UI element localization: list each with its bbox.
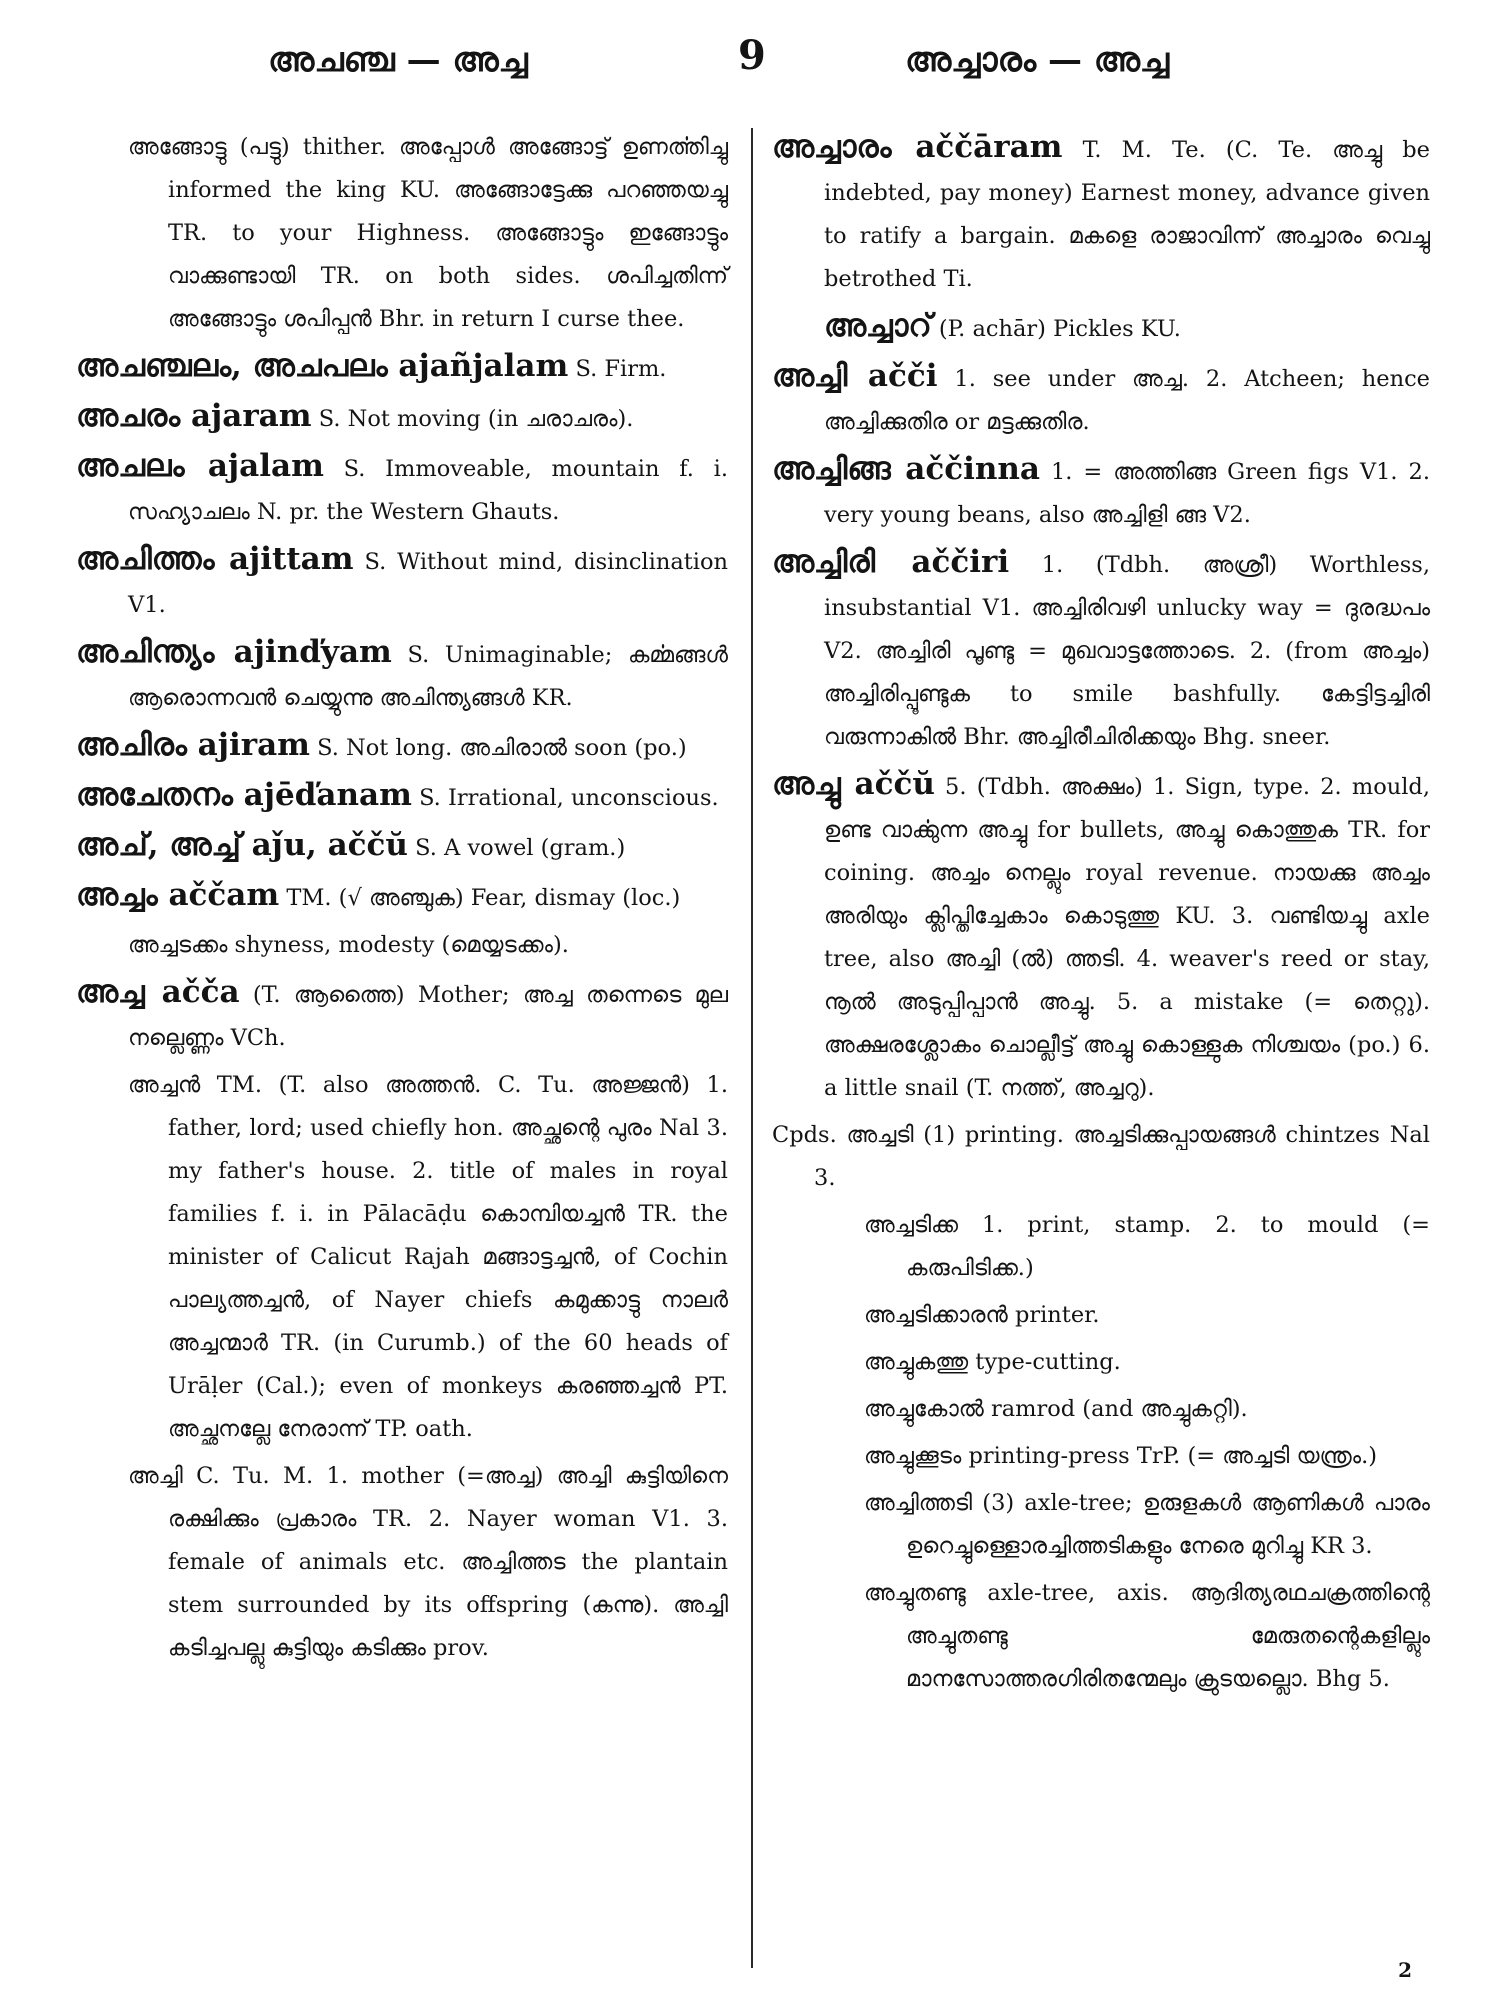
dictionary-entry — [772, 448, 1430, 537]
dictionary-entry — [76, 1455, 728, 1670]
entry-definition: S. Firm. — [575, 356, 667, 382]
entry-headword: അച്ചിങ്ങ aččinna — [772, 451, 1041, 487]
entry-headword: അചിരം ajiram — [76, 727, 310, 763]
dictionary-entry — [772, 1482, 1430, 1568]
entry-headword: അചിത്തം ajittam — [76, 541, 354, 577]
dictionary-entry — [76, 874, 728, 920]
entry-headword: അച്ചാരം aččāram — [772, 129, 1063, 165]
entry-definition: S. Irrational, unconscious. — [419, 785, 719, 811]
entry-headword: അച്, അച്ച് aǰu, aččŭ — [76, 827, 408, 863]
header-right-guideword: അച്ചാരം — അച്ച — [905, 40, 1170, 80]
entry-headword: അചലം ajalam — [76, 448, 324, 484]
dictionary-entry — [772, 126, 1430, 301]
entry-definition: അച്ചുകത്തു type-cutting. — [864, 1349, 1121, 1375]
dictionary-entry — [772, 763, 1430, 1110]
entry-definition: S. Not moving (in ചരാചരം). — [318, 406, 634, 432]
entry-headword: അചേതനം ajēďanam — [76, 777, 412, 813]
header-left-guideword: അചഞ്ച — അച്ച — [268, 40, 528, 80]
dictionary-entry — [772, 1114, 1430, 1200]
entry-headword: അച്ചിരി aččiri — [772, 544, 1010, 580]
dictionary-entry — [772, 1435, 1430, 1478]
dictionary-entry — [772, 1294, 1430, 1337]
entry-definition: 1. see under അച്ച. 2. Atcheen; hence അച്ചിക്കുതിര or മട്ടക്കുതിര. — [824, 366, 1430, 435]
dictionary-entry — [772, 1204, 1430, 1290]
entry-headword: അച്ചം aččam — [76, 877, 280, 913]
dictionary-entry — [772, 1341, 1430, 1384]
entry-definition: 1. (Tdbh. അശ്രീ) Worthless, insubstantial V1. അച്ചിരിവഴി unlucky way = ദുരദ്ധപം V2. അച്ചിരി പൂണ്ടു = മുഖവാട്ടത്തോടെ. 2. (from അച്ചം) അച്ചിരിപ്പൂണ്ടുക to smile bashfully. കേട്ടിട്ടച്ചിരി വരുന്നാകിൽ Bhr. അച്ചിരീചിരിക്കയും Bhg. sneer. — [824, 552, 1431, 750]
entry-definition: (T. ആത്തൈ) Mother; അച്ച തന്നെടെ മുല നല്ലെണ്ണം VCh. — [128, 982, 729, 1051]
entry-definition: T. M. Te. (C. Te. അച്ചു be indebted, pay money) Earnest money, advance given to ratify a bargain. മകളെ രാജാവിന്ന് അച്ചാരം വെച്ചു betrothed Ti. — [824, 137, 1431, 292]
entry-definition: അച്ചടിക്കാരൻ printer. — [864, 1302, 1100, 1328]
page-header — [0, 32, 1500, 92]
dictionary-entry — [76, 824, 728, 870]
entry-definition: S. Unimaginable; കൎമ്മങ്ങൾ ആരൊന്നവൻ ചെയ്യുന്നു അചിന്ത്യങ്ങൾ KR. — [128, 642, 728, 711]
entry-definition: അച്ചി C. Tu. M. 1. mother (=അച്ച) അച്ചി കുട്ടിയിനെ രക്ഷിക്കും പ്രകാരം TR. 2. Nayer woman V1. 3. female of animals etc. അച്ചിത്തട the plantain stem surrounded by its offspring (കന്നു). അച്ചി കടിച്ചപല്ലു കുട്ടിയും കടിക്കും prov. — [128, 1463, 728, 1661]
entry-definition: S. Without mind, disinclination V1. — [128, 549, 729, 618]
dictionary-entry — [76, 924, 728, 967]
entry-definition: TM. (√ അഞ്ചുക) Fear, dismay (loc.) — [286, 885, 681, 911]
dictionary-entry — [772, 355, 1430, 444]
right-column — [772, 126, 1430, 1705]
dictionary-entry — [76, 724, 728, 770]
entry-definition: S. A vowel (gram.) — [415, 835, 626, 861]
entry-definition: 5. (Tdbh. അക്ഷം) 1. Sign, type. 2. mould, ഉണ്ട വാൎക്കുന്ന അച്ചു for bullets, അച്ചു കൊത്തുക TR. for coining. അച്ചം നെല്ലും royal revenue. നായക്കു അച്ചം അരിയും ക്ലിപ്തിച്ചേകാം കൊടുത്തു KU. 3. വണ്ടിയച്ചു axle tree, also അച്ചി (ൽ) ത്തടി. 4. weaver's reed or stay, നൂൽ അടുപ്പിപ്പാൻ അച്ചു. 5. a mistake (= തെറ്റു). അക്ഷരശ്ലോകം ചൊല്ലീട്ട് അച്ചു കൊള്ളുക നിശ്ചയം (po.) 6. a little snail (T. നത്ത്, അച്ചറു). — [824, 774, 1430, 1101]
dictionary-entry — [772, 1388, 1430, 1431]
dictionary-entry — [76, 631, 728, 720]
entry-headword: അച്ചി ačči — [772, 358, 938, 394]
dictionary-entry — [76, 445, 728, 534]
dictionary-entry — [76, 774, 728, 820]
entry-definition: അച്ചൻ TM. (T. also അത്തൻ. C. Tu. അജ്ജൻ) 1. father, lord; used chiefly hon. അച്ഛന്റെ പുരം Nal 3. my father's house. 2. title of males in royal families f. i. in Pālacāḍu കൊമ്പിയച്ചൻ TR. the minister of Calicut Rajah മങ്ങാട്ടച്ചൻ, of Cochin പാല്യത്തച്ചൻ, of Nayer chiefs കമുക്കാട്ടു നാലർ അച്ചന്മാർ TR. (in Curumb.) of the 60 heads of Urāḷer (Cal.); even of monkeys കരഞ്ഞച്ചൻ PT. അച്ഛനല്ലേ നേരാന്ന് TP. oath. — [128, 1072, 728, 1442]
entry-definition: Cpds. അച്ചടി (1) printing. അച്ചടിക്കുപ്പായങ്ങൾ chintzes Nal 3. — [772, 1122, 1430, 1191]
entry-headword: അച്ചു aččŭ — [772, 766, 935, 802]
dictionary-entry — [76, 538, 728, 627]
page-number: 9 — [738, 32, 766, 79]
entry-definition: അങ്ങോട്ടു (പട്ടു) thither. അപ്പോൾ അങ്ങോട്ട് ഉണൎത്തിച്ചു informed the king KU. അങ്ങോട്ടേക്കു പറഞ്ഞയച്ചു TR. to your Highness. അങ്ങോട്ടും ഇങ്ങോട്ടും വാക്കുണ്ടായി TR. on both sides. ശപിച്ചതിന്ന് അങ്ങോട്ടും ശപിപ്പൻ Bhr. in return I curse thee. — [128, 134, 728, 332]
entry-definition: അച്ചടക്കം shyness, modesty (മെയ്യടക്കം). — [128, 932, 569, 958]
entry-headword: അചിന്ത്യം ajinďyam — [76, 634, 392, 670]
entry-headword: അച്ചാറ് — [824, 308, 932, 344]
entry-headword: അച്ച ačča — [76, 974, 240, 1010]
entry-headword: അചരം ajaram — [76, 398, 312, 434]
entry-definition: അച്ചടിക്ക 1. print, stamp. 2. to mould (= കരുപിടിക്ക.) — [864, 1212, 1430, 1281]
entry-headword: അചഞ്ചലം, അചപലം ajañjalam — [76, 348, 569, 384]
entry-definition: (P. achār) Pickles KU. — [938, 316, 1181, 342]
entry-definition: അച്ചിത്തടി (3) axle-tree; ഉരുളകൾ ആണികൾ പാരം ഉറെച്ചുള്ളൊരച്ചിത്തടികളും നേരെ മുറിച്ചു KR 3. — [864, 1490, 1430, 1559]
dictionary-entry — [772, 541, 1430, 759]
dictionary-entry — [76, 971, 728, 1060]
dictionary-entry — [76, 126, 728, 341]
entry-definition: അച്ചുകോൽ ramrod (and അച്ചുകറ്റി). — [864, 1396, 1248, 1422]
entry-definition: അച്ചുതണ്ടു axle-tree, axis. ആദിത്യരഥചക്രത്തിന്റെ അച്ചുതണ്ടു മേരുതന്റെകളില്ലും മാനസോത്തരഗിരിതന്മേലും ക്രുടയല്ലൊ. Bhg 5. — [864, 1580, 1430, 1692]
entry-definition: S. Not long. അചിരാൽ soon (po.) — [317, 735, 687, 761]
left-column — [76, 126, 728, 1674]
dictionary-entry — [76, 395, 728, 441]
entry-definition: S. Immoveable, mountain f. i. സഹ്യാചലം N. pr. the Western Ghauts. — [128, 456, 728, 525]
dictionary-entry — [76, 345, 728, 391]
entry-definition: അച്ചുക്കൂടം printing-press TrP. (= അച്ചടി യന്ത്രം.) — [864, 1443, 1378, 1469]
dictionary-entry — [76, 1064, 728, 1451]
column-divider — [751, 128, 753, 1968]
signature-mark: 2 — [1398, 1958, 1412, 1982]
dictionary-entry — [772, 305, 1430, 351]
entry-definition: 1. = അത്തിങ്ങ Green figs V1. 2. very young beans, also അച്ചിളി ങ്ങ V2. — [824, 459, 1430, 528]
dictionary-entry — [772, 1572, 1430, 1701]
